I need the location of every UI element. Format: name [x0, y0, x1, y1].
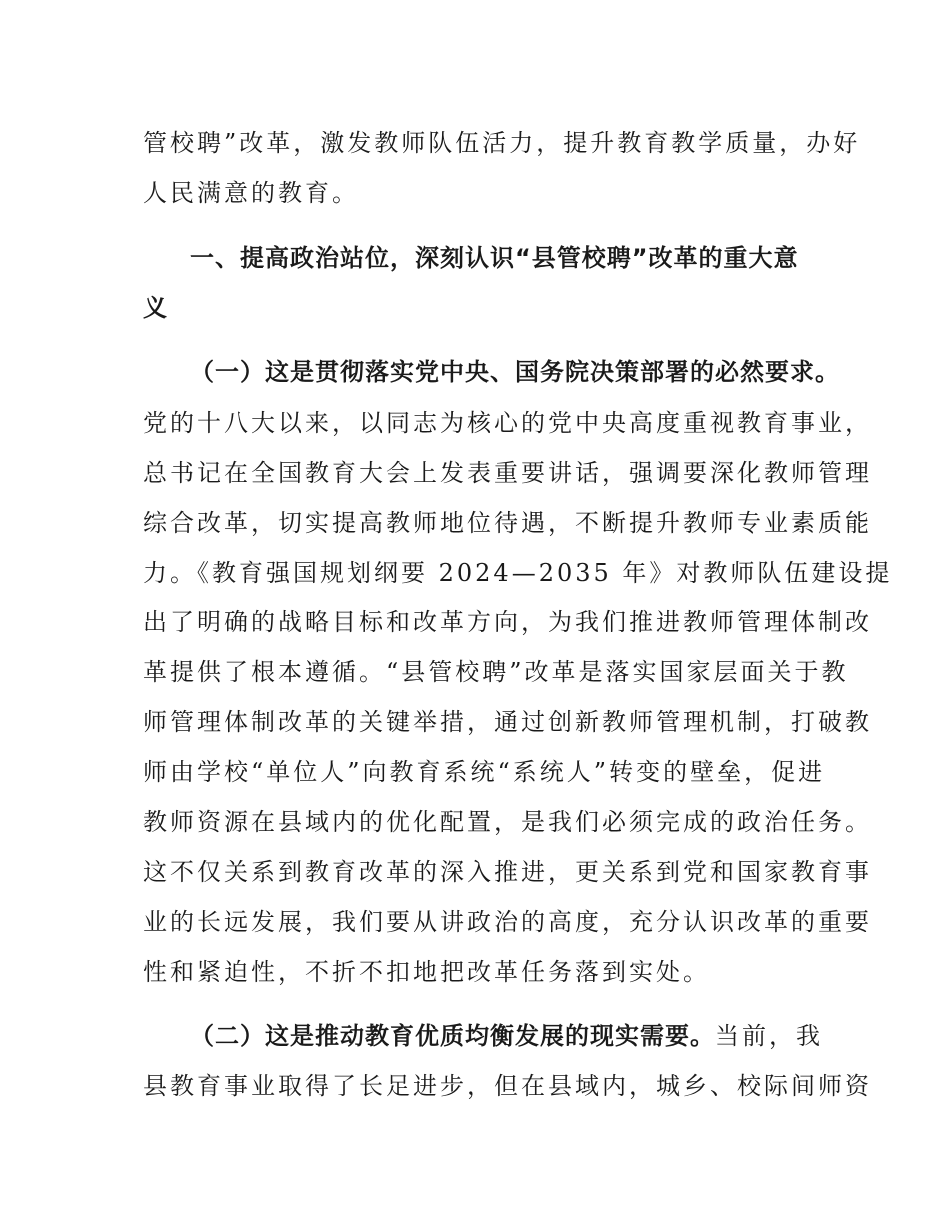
para1-line-4: 力。《教育强国规划纲要 2024—2035 年》对教师队伍建设提 — [143, 559, 893, 587]
para1-line-8: 师由学校“单位人”向教育系统“系统人”转变的壁垒，促进 — [143, 758, 826, 786]
para1-line-2: 总书记在全国教育大会上发表重要讲话，强调要深化教师管理 — [143, 459, 872, 487]
para1-line-12: 性和紧迫性，不折不扣地把改革任务落到实处。 — [143, 958, 710, 986]
section-heading-line-2: 义 — [143, 294, 168, 322]
para1-line-7: 师管理体制改革的关键举措，通过创新教师管理机制，打破教 — [143, 708, 872, 736]
intro-line-2: 人民满意的教育。 — [143, 179, 359, 207]
intro-line-1: 管校聘”改革，激发教师队伍活力，提升教育教学质量，办好 — [143, 129, 861, 157]
para1-line-5: 出了明确的战略目标和改革方向，为我们推进教师管理体制改 — [143, 608, 872, 636]
para2-lead-tail: 当前，我 — [715, 1022, 823, 1050]
para1-line-11: 业的长远发展，我们要从讲政治的高度，充分认识改革的重要 — [143, 908, 872, 936]
para1-line-1: 党的十八大以来，以同志为核心的党中央高度重视教育事业， — [143, 409, 872, 437]
para2-line-1: 县教育事业取得了长足进步，但在县域内，城乡、校际间师资 — [143, 1072, 872, 1100]
para1-line-10: 这不仅关系到教育改革的深入推进，更关系到党和国家教育事 — [143, 858, 872, 886]
para1-line-6: 革提供了根本遵循。“县管校聘”改革是落实国家层面关于教 — [143, 658, 849, 686]
section-heading-line-1: 一、提高政治站位，深刻认识“县管校聘”改革的重大意 — [190, 244, 799, 272]
para2-lead: （二）这是推动教育优质均衡发展的现实需要。 — [190, 1022, 715, 1050]
para1-line-9: 教师资源在县域内的优化配置，是我们必须完成的政治任务。 — [143, 808, 872, 836]
para1-lead: （一）这是贯彻落实党中央、国务院决策部署的必然要求。 — [190, 358, 840, 386]
para1-line-3: 综合改革，切实提高教师地位待遇，不断提升教师专业素质能 — [143, 509, 872, 537]
para2-lead-line — [190, 1020, 870, 1052]
